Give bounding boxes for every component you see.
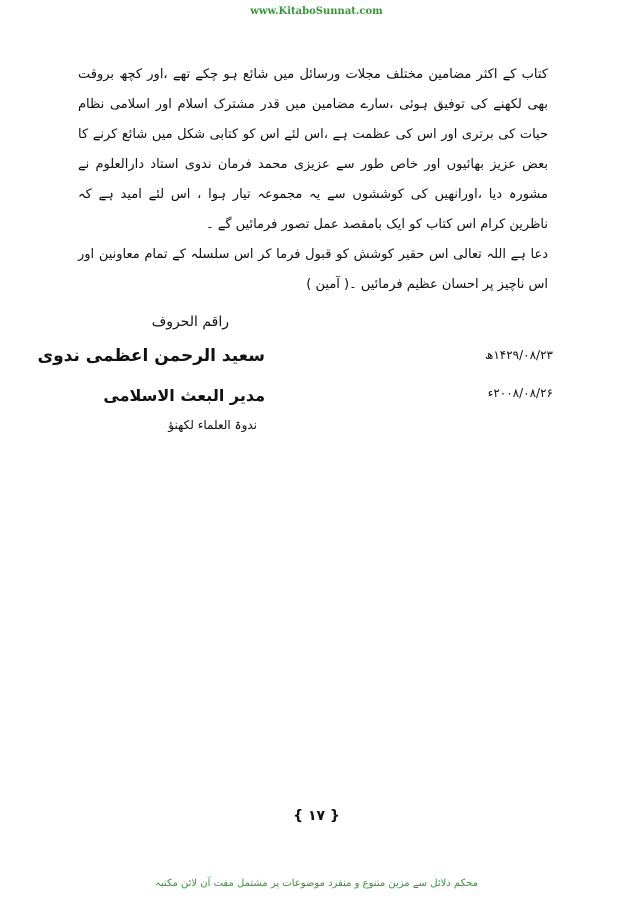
author-organization: ندوۃ العلماء لکھنؤ (168, 418, 257, 432)
website-watermark: www.KitaboSunnat.com (250, 6, 383, 17)
signature-block (0, 312, 633, 442)
author-name: سعید الرحمن اعظمی ندوی (37, 346, 265, 366)
paragraph-intro: کتاب کے اکثر مضامین مختلف مجلات ورسائل میں شائع ہو چکے تھے ،اور کچھ بروقت بھی لکھنے کی توفیق ہوئی ،سارے مضامین میں قدر مشترک اسلام اور اسلامی نظام حیات کی برتری اور اس کی عظمت ہے ،اس لئے اس کو کتابی شکل میں شائع کرنے کا بعض عزیز بھائیوں اور خاص طور سے عزیزی محمد فرمان ندوی استاد دارالعلوم نے مشورہ دیا ،اورانھیں کی کوششوں سے یہ مجموعہ تیار ہوا ، اس لئے امید ہے کہ ناظرین کرام اس کتاب کو ایک بامقصد عمل تصور فرمائیں گے ۔ (78, 67, 548, 232)
document-body (78, 60, 548, 300)
paragraph-prayer: دعا ہے اللہ تعالی اس حقیر کوشش کو قبول فرما کر اس سلسلہ کے تمام معاونین اور اس ناچیز پر احسان عظیم فرمائیں ۔( آمین ) (78, 247, 548, 292)
page-number: { ۱۷ } (293, 808, 340, 824)
author-title: مدیر البعث الاسلامی (103, 386, 265, 405)
date-gregorian: ۲۰۰۸/۰۸/۲۶ء (487, 386, 553, 400)
signature-raqim: راقم الحروف (151, 314, 229, 330)
footer-banner: محکم دلائل سے مزین متنوع و منفرد موضوعات پر مشتمل مفت آن لائن مکتبہ (155, 878, 478, 889)
date-hijri: ۱۴۲۹/۰۸/۲۳ھ (484, 348, 553, 362)
